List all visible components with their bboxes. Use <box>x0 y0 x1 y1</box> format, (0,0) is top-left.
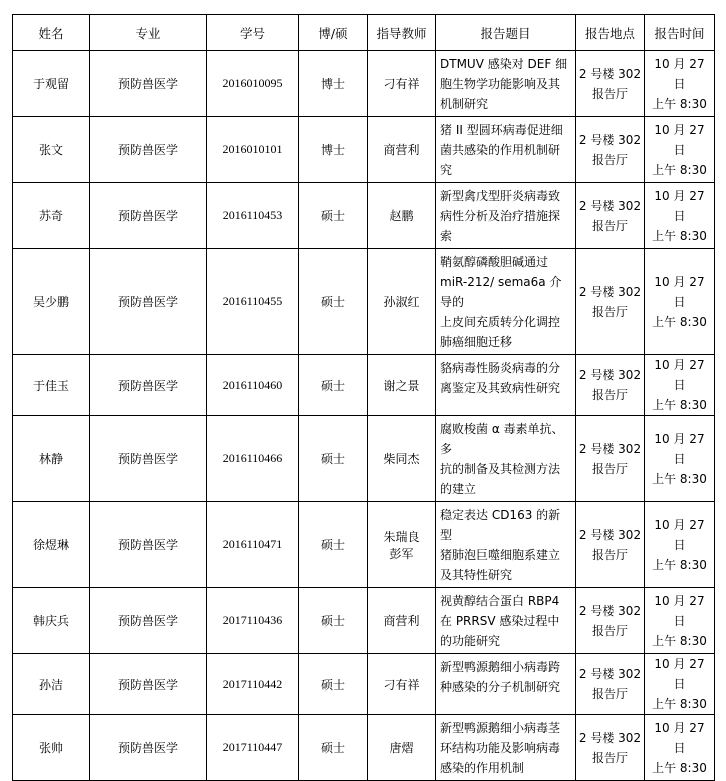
cell-major: 预防兽医学 <box>90 502 207 588</box>
location-line: 2 号楼 302 <box>578 132 642 147</box>
location-line: 2 号楼 302 <box>578 284 642 299</box>
cell-major: 预防兽医学 <box>90 588 207 654</box>
header-name: 姓名 <box>13 15 90 51</box>
cell-topic <box>436 654 576 715</box>
cell-degree: 博士 <box>299 51 368 117</box>
topic-line: 肺癌细胞迁移 <box>440 335 513 349</box>
cell-topic <box>436 51 576 117</box>
topic-line: 及其特性研究 <box>440 568 513 582</box>
cell-time <box>645 117 715 183</box>
time-line: 上午 8:30 <box>652 162 707 177</box>
topic-line: 的建立 <box>440 482 477 496</box>
topic-line: DTMUV 感染对 DEF 细 <box>440 57 568 71</box>
topic-line: 猪 II 型圆环病毒促进细 <box>440 123 563 137</box>
table-row <box>13 588 715 654</box>
topic-line: 抗的制备及其检测方法 <box>440 462 561 476</box>
location-line: 报告厅 <box>591 218 628 233</box>
time-line: 上午 8:30 <box>652 228 707 243</box>
location-line: 报告厅 <box>591 623 628 638</box>
cell-name: 徐煜琳 <box>13 502 90 588</box>
topic-line: miR-212/ sema6a 介导的 <box>440 275 562 309</box>
cell-time <box>645 588 715 654</box>
location-line: 2 号楼 302 <box>578 368 642 382</box>
cell-degree: 硕士 <box>299 715 368 781</box>
location-line: 报告厅 <box>591 388 628 402</box>
time-line: 上午 8:30 <box>652 96 707 111</box>
topic-line: 感染的作用机制 <box>440 761 525 775</box>
cell-time <box>645 654 715 715</box>
time-line: 10 月 27 日 <box>654 517 705 552</box>
cell-degree: 硕士 <box>299 502 368 588</box>
cell-topic <box>436 183 576 249</box>
advisor-line: 彭军 <box>389 546 414 561</box>
cell-name: 韩庆兵 <box>13 588 90 654</box>
cell-time <box>645 183 715 249</box>
time-line: 10 月 27 日 <box>654 657 705 691</box>
cell-advisor: 谢之景 <box>368 355 436 416</box>
topic-line: 菌共感染的作用机制研究 <box>440 143 561 177</box>
location-line: 报告厅 <box>591 750 628 765</box>
cell-student-id: 2017110442 <box>207 654 299 715</box>
topic-line: 鞘氨醇磷酸胆碱通过 <box>440 255 549 269</box>
time-line: 10 月 27 日 <box>654 122 705 157</box>
time-line: 10 月 27 日 <box>654 188 705 223</box>
cell-location <box>576 117 645 183</box>
cell-time <box>645 715 715 781</box>
cell-topic <box>436 715 576 781</box>
cell-advisor: 商营利 <box>368 117 436 183</box>
cell-name: 孙洁 <box>13 654 90 715</box>
location-line: 报告厅 <box>591 687 628 701</box>
topic-line: 的功能研究 <box>440 634 501 648</box>
cell-student-id: 2017110447 <box>207 715 299 781</box>
cell-degree: 硕士 <box>299 588 368 654</box>
table-row <box>13 355 715 416</box>
cell-major: 预防兽医学 <box>90 249 207 355</box>
topic-line: 貉病毒性肠炎病毒的分 <box>440 361 561 375</box>
topic-line: 机制研究 <box>440 97 489 111</box>
cell-advisor: 赵鹏 <box>368 183 436 249</box>
topic-line: 猪肺泡巨噬细胞系建立 <box>440 548 561 562</box>
cell-time <box>645 51 715 117</box>
cell-major: 预防兽医学 <box>90 654 207 715</box>
cell-location <box>576 249 645 355</box>
header-advisor: 指导教师 <box>368 15 436 51</box>
header-time: 报告时间 <box>645 15 715 51</box>
cell-student-id: 2016110460 <box>207 355 299 416</box>
table-row <box>13 51 715 117</box>
location-line: 2 号楼 302 <box>578 603 642 618</box>
topic-line: 离鉴定及其致病性研究 <box>440 381 561 395</box>
topic-line: 环结构功能及影响病毒 <box>440 741 561 755</box>
table-row <box>13 183 715 249</box>
topic-line: 胞生物学功能影响及其 <box>440 77 561 91</box>
cell-topic <box>436 117 576 183</box>
topic-line: 上皮间充质转分化调控 <box>440 315 561 329</box>
location-line: 2 号楼 302 <box>578 441 642 456</box>
cell-degree: 硕士 <box>299 355 368 416</box>
location-line: 2 号楼 302 <box>578 527 642 542</box>
cell-student-id: 2016110466 <box>207 416 299 502</box>
cell-location <box>576 416 645 502</box>
cell-student-id: 2016010101 <box>207 117 299 183</box>
topic-line: 新型鸭源鹅细小病毒跨 <box>440 660 561 674</box>
location-line: 2 号楼 302 <box>578 66 642 81</box>
cell-topic <box>436 416 576 502</box>
topic-line: 稳定表达 CD163 的新型 <box>440 508 561 542</box>
cell-major: 预防兽医学 <box>90 183 207 249</box>
header-location: 报告地点 <box>576 15 645 51</box>
header-topic: 报告题目 <box>436 15 576 51</box>
topic-line: 视黄醇结合蛋白 RBP4 <box>440 594 560 608</box>
location-line: 报告厅 <box>591 152 628 167</box>
cell-time <box>645 416 715 502</box>
cell-location <box>576 715 645 781</box>
cell-name: 吴少鹏 <box>13 249 90 355</box>
location-line: 2 号楼 302 <box>578 198 642 213</box>
cell-name: 张文 <box>13 117 90 183</box>
cell-location <box>576 51 645 117</box>
location-line: 报告厅 <box>591 547 628 562</box>
cell-location <box>576 654 645 715</box>
cell-major: 预防兽医学 <box>90 117 207 183</box>
cell-major: 预防兽医学 <box>90 51 207 117</box>
location-line: 报告厅 <box>591 461 628 476</box>
header-major: 专业 <box>90 15 207 51</box>
advisor-line: 朱瑞良 <box>383 529 420 544</box>
cell-student-id: 2016110471 <box>207 502 299 588</box>
cell-advisor <box>368 502 436 588</box>
time-line: 上午 8:30 <box>652 760 707 775</box>
cell-name: 林静 <box>13 416 90 502</box>
header-row <box>13 15 715 51</box>
cell-student-id: 2016110455 <box>207 249 299 355</box>
cell-advisor: 刁有祥 <box>368 51 436 117</box>
time-line: 10 月 27 日 <box>654 593 705 628</box>
cell-advisor: 商营利 <box>368 588 436 654</box>
time-line: 10 月 27 日 <box>654 358 705 392</box>
location-line: 报告厅 <box>591 86 628 101</box>
location-line: 2 号楼 302 <box>578 667 642 681</box>
cell-time <box>645 355 715 416</box>
defense-schedule-table <box>12 14 715 781</box>
topic-line: 病性分析及治疗措施探 <box>440 209 561 223</box>
cell-degree: 博士 <box>299 117 368 183</box>
table-row <box>13 416 715 502</box>
time-line: 10 月 27 日 <box>654 720 705 755</box>
time-line: 10 月 27 日 <box>654 274 705 309</box>
header-degree: 博/硕 <box>299 15 368 51</box>
cell-location <box>576 183 645 249</box>
table-row <box>13 502 715 588</box>
cell-advisor: 唐熠 <box>368 715 436 781</box>
cell-name: 张帅 <box>13 715 90 781</box>
cell-degree: 硕士 <box>299 416 368 502</box>
cell-name: 苏奇 <box>13 183 90 249</box>
cell-student-id: 2016010095 <box>207 51 299 117</box>
table-row <box>13 654 715 715</box>
cell-time <box>645 502 715 588</box>
cell-degree: 硕士 <box>299 249 368 355</box>
topic-line: 新型鸭源鹅细小病毒茎 <box>440 721 561 735</box>
cell-topic <box>436 249 576 355</box>
cell-topic <box>436 355 576 416</box>
cell-advisor: 柴同杰 <box>368 416 436 502</box>
cell-advisor: 孙淑红 <box>368 249 436 355</box>
topic-line: 腐败梭菌 α 毒素单抗、多 <box>440 422 564 456</box>
topic-line: 在 PRRSV 感染过程中 <box>440 614 560 628</box>
time-line: 上午 8:30 <box>652 633 707 648</box>
cell-time <box>645 249 715 355</box>
topic-line: 索 <box>440 229 453 243</box>
time-line: 10 月 27 日 <box>654 431 705 466</box>
cell-topic <box>436 502 576 588</box>
cell-name: 于佳玉 <box>13 355 90 416</box>
cell-name: 于观留 <box>13 51 90 117</box>
header-student-id: 学号 <box>207 15 299 51</box>
time-line: 上午 8:30 <box>652 471 707 486</box>
cell-student-id: 2017110436 <box>207 588 299 654</box>
table-row <box>13 249 715 355</box>
time-line: 上午 8:30 <box>652 697 707 711</box>
time-line: 上午 8:30 <box>652 557 707 572</box>
table-row <box>13 117 715 183</box>
cell-topic <box>436 588 576 654</box>
cell-location <box>576 588 645 654</box>
cell-degree: 硕士 <box>299 654 368 715</box>
cell-major: 预防兽医学 <box>90 416 207 502</box>
location-line: 报告厅 <box>591 304 628 319</box>
time-line: 上午 8:30 <box>652 398 707 412</box>
cell-location <box>576 355 645 416</box>
cell-major: 预防兽医学 <box>90 355 207 416</box>
topic-line: 新型禽戊型肝炎病毒致 <box>440 189 561 203</box>
location-line: 2 号楼 302 <box>578 730 642 745</box>
cell-location <box>576 502 645 588</box>
time-line: 10 月 27 日 <box>654 56 705 91</box>
cell-major: 预防兽医学 <box>90 715 207 781</box>
table-row <box>13 715 715 781</box>
cell-advisor: 刁有祥 <box>368 654 436 715</box>
topic-line: 种感染的分子机制研究 <box>440 680 561 694</box>
time-line: 上午 8:30 <box>652 314 707 329</box>
cell-student-id: 2016110453 <box>207 183 299 249</box>
cell-degree: 硕士 <box>299 183 368 249</box>
